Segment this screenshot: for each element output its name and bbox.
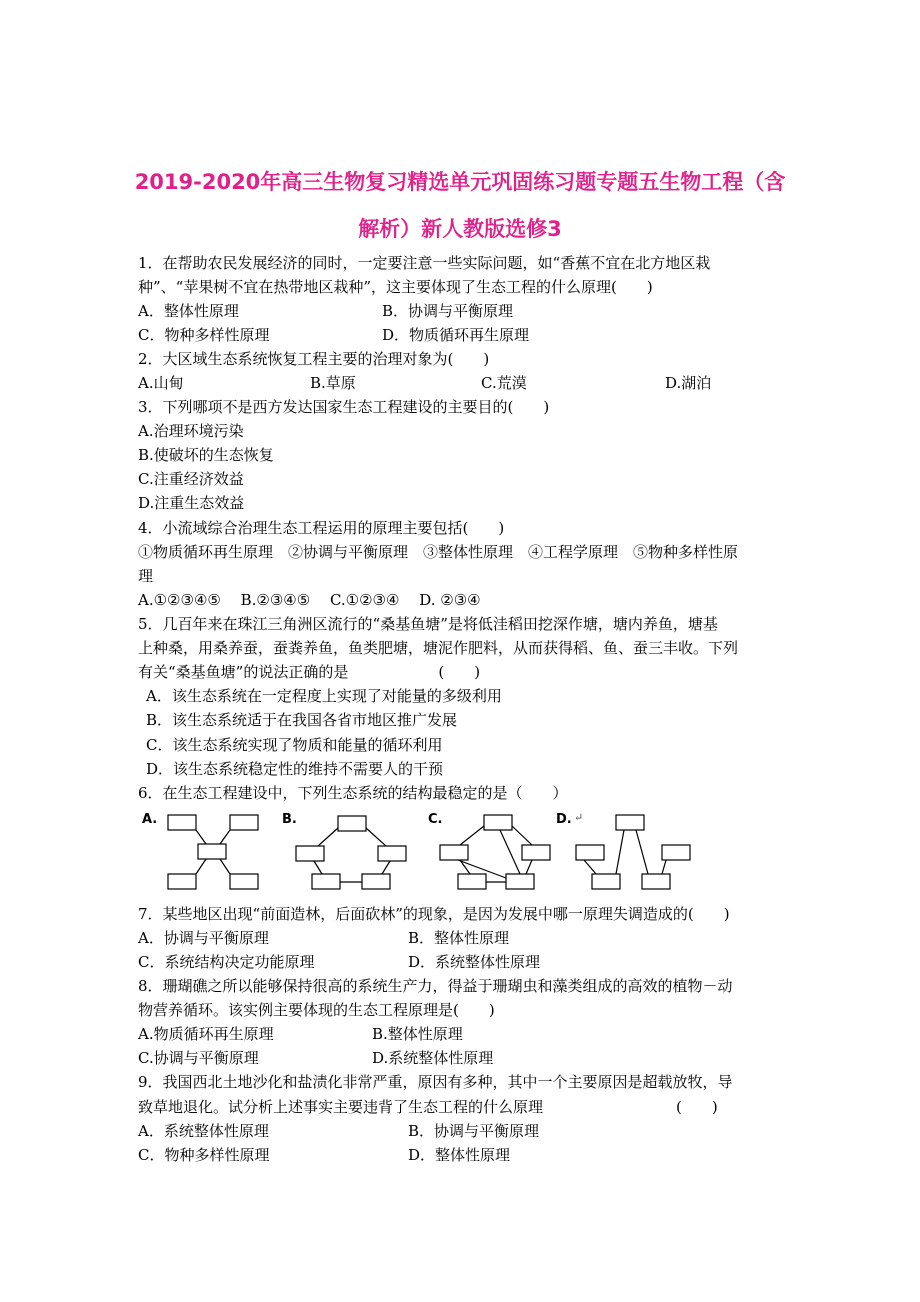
diagram-a-box-top-right xyxy=(230,815,258,830)
q8-option-a: A.物质循环再生原理 xyxy=(138,1025,274,1043)
paragraph-mark: ↵ xyxy=(574,811,584,824)
q7-option-a: A．协调与平衡原理 xyxy=(138,929,269,947)
diagram-d xyxy=(556,811,690,889)
q1-option-a: A．整体性原理 xyxy=(138,302,239,320)
q4-items-line-1: ①物质循环再生原理 ②协调与平衡原理 ③整体性原理 ④工程学原理 ⑤物种多样性原 xyxy=(138,543,739,561)
q5-stem-line-3: 有关“桑基鱼塘”的说法正确的是 ( ) xyxy=(138,663,481,681)
q3-option-b: B.使破坏的生态恢复 xyxy=(138,446,274,464)
q1-stem-line-1: 1．在帮助农民发展经济的同时，一定要注意一些实际问题，如“香蕉不宜在北方地区栽 xyxy=(138,254,711,272)
q4-stem: 4．小流域综合治理生态工程运用的原理主要包括( ) xyxy=(138,519,505,537)
q5-stem-line-2: 上种桑，用桑养蚕，蚕粪养鱼，鱼类肥塘，塘泥作肥料，从而获得稻、鱼、蚕三丰收。下列 xyxy=(138,639,739,657)
q4-items-line-2: 理 xyxy=(138,567,154,585)
q5-option-a: A．该生态系统在一定程度上实现了对能量的多级利用 xyxy=(146,687,502,705)
diagram-c-box-bottom-right xyxy=(506,874,534,889)
q3-stem: 3．下列哪项不是西方发达国家生态工程建设的主要目的( ) xyxy=(138,398,550,416)
diagram-b-box-right xyxy=(378,846,406,861)
q2-option-b: B.草原 xyxy=(310,374,356,392)
diagram-d-label: D. xyxy=(556,812,572,827)
diagram-c-box-right xyxy=(522,845,550,860)
diagram-b-box-left xyxy=(296,846,324,861)
diagram-b xyxy=(282,812,406,889)
q3-option-a: A.治理环境污染 xyxy=(138,422,244,440)
q5-stem-line-1: 5．几百年来在珠江三角洲区流行的“桑基鱼塘”是将低洼稻田挖深作塘，塘内养鱼，塘基 xyxy=(138,615,718,633)
diagram-c-box-top xyxy=(484,815,512,830)
q5-option-c: C．该生态系统实现了物质和能量的循环利用 xyxy=(146,736,443,754)
q3-option-c: C.注重经济效益 xyxy=(138,470,244,488)
diagram-a-box-bottom-left xyxy=(168,874,196,889)
diagram-b-box-bottom-left xyxy=(312,874,340,889)
diagram-a-box-bottom-right xyxy=(230,874,258,889)
q2-stem: 2．大区域生态系统恢复工程主要的治理对象为( ) xyxy=(138,350,490,368)
q3-option-d: D.注重生态效益 xyxy=(138,494,245,512)
document-title-line-2: 解析）新人教版选修3 xyxy=(358,217,562,241)
q9-option-a: A．系统整体性原理 xyxy=(138,1122,269,1140)
q9-option-d: D．整体性原理 xyxy=(408,1146,511,1164)
q2-option-d: D.湖泊 xyxy=(665,374,712,392)
q9-option-b: B．协调与平衡原理 xyxy=(408,1122,540,1140)
diagram-d-box-bottom-left xyxy=(592,874,620,889)
q7-stem: 7．某些地区出现“前面造林，后面砍林”的现象，是因为发展中哪一原理失调造成的( ) xyxy=(138,905,730,923)
q8-option-c: C.协调与平衡原理 xyxy=(138,1049,259,1067)
q9-answer-bracket: ( ) xyxy=(676,1098,718,1116)
diagram-b-box-top xyxy=(338,816,366,831)
q6-stem: 6．在生态工程建设中，下列生态系统的结构最稳定的是（ ） xyxy=(138,784,568,802)
q1-option-b: B．协调与平衡原理 xyxy=(382,302,514,320)
q4-options: A.①②③④⑤ B.②③④⑤ C.①②③④ D. ②③④ xyxy=(138,591,481,609)
q7-option-c: C．系统结构决定功能原理 xyxy=(138,953,315,971)
diagram-c-box-bottom-left xyxy=(458,874,486,889)
q8-option-b: B.整体性原理 xyxy=(372,1025,463,1043)
q1-option-d: D．物质循环再生原理 xyxy=(382,326,530,344)
diagram-c-box-left xyxy=(440,845,468,860)
q2-option-c: C.荒漠 xyxy=(481,374,527,392)
q1-stem-line-2: 种”、“苹果树不宜在热带地区栽种”，这主要体现了生态工程的什么原理( ) xyxy=(138,278,653,296)
q8-stem-line-1: 8．珊瑚礁之所以能够保持很高的系统生产力，得益于珊瑚虫和藻类组成的高效的植物－动 xyxy=(138,977,733,995)
diagram-c-label: C. xyxy=(428,812,443,827)
diagram-b-label: B. xyxy=(282,812,297,827)
q5-option-d: D．该生态系统稳定性的维持不需要人的干预 xyxy=(146,760,444,778)
q2-option-a: A.山甸 xyxy=(138,374,184,392)
document-title-line-1: 2019-2020年高三生物复习精选单元巩固练习题专题五生物工程（含 xyxy=(134,170,786,194)
diagram-a xyxy=(142,812,258,889)
diagram-d-box-top xyxy=(616,815,644,830)
q8-option-d: D.系统整体性原理 xyxy=(372,1049,494,1067)
diagram-d-box-left xyxy=(576,845,604,860)
q8-stem-line-2: 物营养循环。该实例主要体现的生态工程原理是( ) xyxy=(138,1001,495,1019)
diagram-a-label: A. xyxy=(142,812,158,827)
q7-option-d: D．系统整体性原理 xyxy=(408,953,541,971)
diagram-a-box-center xyxy=(198,844,226,859)
diagram-d-box-bottom-right xyxy=(642,874,670,889)
q6-structure-diagrams xyxy=(140,808,700,896)
q1-option-c: C．物种多样性原理 xyxy=(138,326,270,344)
q9-option-c: C．物种多样性原理 xyxy=(138,1146,270,1164)
q9-stem-line-1: 9．我国西北土地沙化和盐渍化非常严重，原因有多种，其中一个主要原因是超载放牧，导 xyxy=(138,1073,733,1091)
diagram-d-box-right xyxy=(662,845,690,860)
q5-option-b: B．该生态系统适于在我国各省市地区推广发展 xyxy=(146,711,458,729)
q7-option-b: B．整体性原理 xyxy=(408,929,510,947)
q9-stem-line-2: 致草地退化。试分析上述事实主要违背了生态工程的什么原理 xyxy=(138,1098,544,1116)
diagram-c xyxy=(428,812,550,889)
diagram-b-box-bottom-right xyxy=(362,874,390,889)
diagram-a-box-top-left xyxy=(168,815,196,830)
